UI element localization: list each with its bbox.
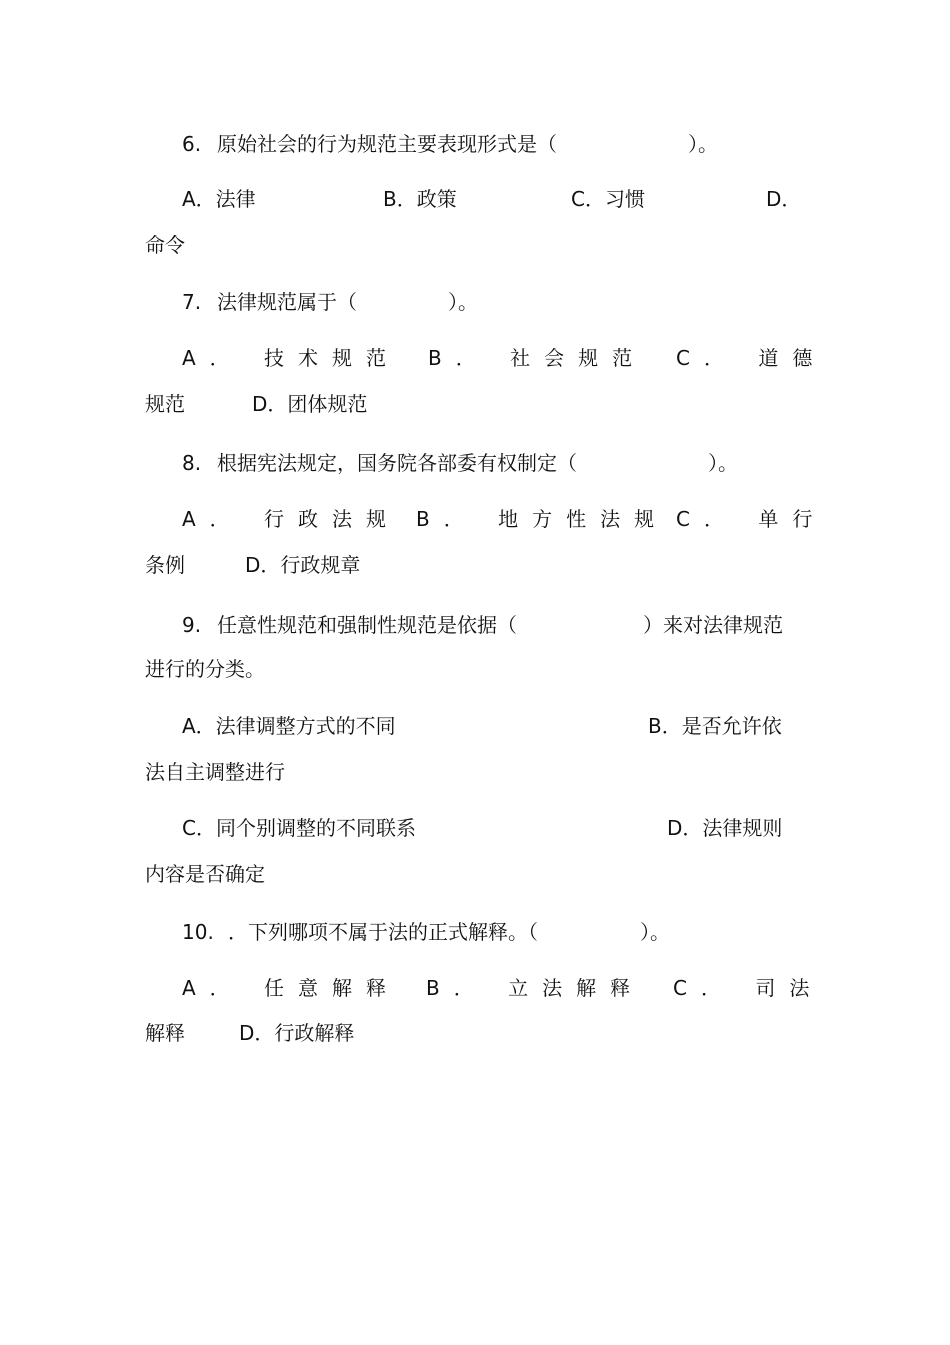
question-stem-close: ）来对法律规范 <box>643 613 783 637</box>
option-d: D．行政规章 <box>245 553 361 577</box>
question-stem-wrap: 进行的分类。 <box>145 657 265 681</box>
question-stem: 根据宪法规定，国务院各部委有权制定（ <box>217 451 577 475</box>
option-c: C．习惯 <box>571 187 645 211</box>
option-b: B．政策 <box>383 187 457 211</box>
question-number: 7. <box>182 290 202 314</box>
option-d: D． <box>766 187 802 211</box>
question-stem: ．下列哪项不属于法的正式解释。（ <box>228 920 538 944</box>
option-d-wrap: 命令 <box>145 233 185 257</box>
question-stem: 任意性规范和强制性规范是依据（ <box>217 613 517 637</box>
question-stem-close: ）。 <box>448 290 478 314</box>
question-number: 10. <box>182 920 214 944</box>
question-stem: 法律规范属于（ <box>217 290 357 314</box>
option-b: B． 立法解释 <box>426 976 645 1000</box>
option-a: A． 行政法规 <box>182 507 401 531</box>
option-c: C． 道德 <box>676 346 827 370</box>
option-b: B．是否允许依 <box>648 714 782 738</box>
question-stem: 原始社会的行为规范主要表现形式是（ <box>217 132 557 156</box>
option-c: C． 单行 <box>676 507 827 531</box>
option-d-wrap: 内容是否确定 <box>145 862 265 886</box>
option-c: C． 司法 <box>673 976 824 1000</box>
option-c-wrap: 规范 <box>145 392 185 416</box>
option-c-wrap: 条例 <box>145 553 185 577</box>
question-number: 8. <box>182 451 202 475</box>
option-c: C．同个别调整的不同联系 <box>182 816 416 840</box>
question-number: 9. <box>182 613 202 637</box>
option-d: D．法律规则 <box>667 816 783 840</box>
option-d: D．团体规范 <box>252 392 368 416</box>
question-number: 6. <box>182 132 202 156</box>
option-a: A．法律调整方式的不同 <box>182 714 396 738</box>
question-stem-close: ）。 <box>688 132 718 156</box>
question-stem-close: ）。 <box>708 451 738 475</box>
option-b: B． 社会规范 <box>428 346 647 370</box>
option-b-wrap: 法自主调整进行 <box>145 760 285 784</box>
option-a: A．法律 <box>182 187 256 211</box>
option-d: D．行政解释 <box>239 1021 355 1045</box>
option-b: B． 地方性法规 <box>416 507 669 531</box>
question-stem-close: ）。 <box>640 920 670 944</box>
option-a: A． 技术规范 <box>182 346 401 370</box>
option-c-wrap: 解释 <box>145 1021 185 1045</box>
option-a: A． 任意解释 <box>182 976 401 1000</box>
